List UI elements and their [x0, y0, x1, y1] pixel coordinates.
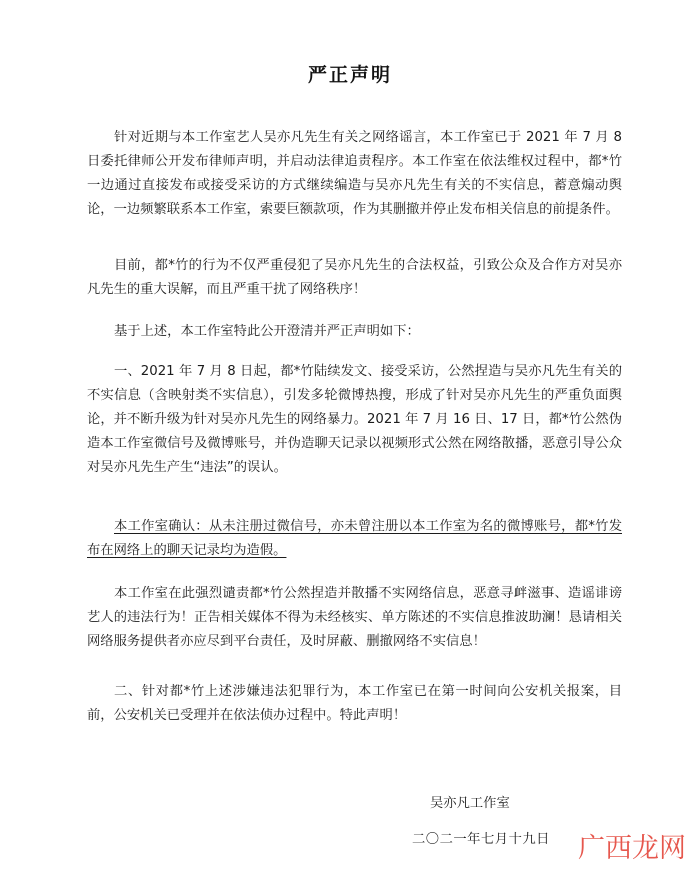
document-title: 严正声明 [307, 64, 392, 86]
paragraph-confirmation: 本工作室确认：从未注册过微信号，亦未曾注册以本工作室为名的微博账号，都*竹发布在网络上的聊天记录均为造假。 [87, 519, 622, 558]
signer-name: 吴亦凡工作室 [430, 796, 510, 811]
paragraph-background: 针对近期与本工作室艺人吴亦凡先生有关之网络谣言，本工作室已于 2021 年 7 月 8 日委托律师公开发布律师声明，并启动法律追责程序。本工作室在依法维权过程中，都*竹一边通过直接发布或接受采访的方式继续编造与吴亦凡先生有关的不实信息，蓄意煽动舆论，一边频繁联系本工作室，索要巨额款项，作为其删撤并停止发布相关信息的前提条件。 [87, 130, 622, 217]
paragraph-point-one: 一、2021 年 7 月 8 日起，都*竹陆续发文、接受采访，公然捏造与吴亦凡先生有关的不实信息（含映射类不实信息），引发多轮微博热搜，形成了针对吴亦凡先生的严重负面舆论，并不断升级为针对吴亦凡先生的网络暴力。2021 年 7 月 16 日、17 日，都*竹公然伪造本工作室微信号及微博账号，并伪造聊天记录以视频形式公然在网络散播，恶意引导公众对吴亦凡先生产生“违法”的误认。 [87, 364, 622, 475]
watermark-text: 广西龙网 [578, 833, 686, 864]
site-watermark [578, 826, 686, 865]
paragraph-condemnation: 本工作室在此强烈谴责都*竹公然捏造并散播不实网络信息，恶意寻衅滋事、造谣诽谤艺人的违法行为！正告相关媒体不得为未经核实、单方陈述的不实信息推波助澜！恳请相关网络服务提供者亦应尽到平台责任，及时屏蔽、删撤网络不实信息！ [87, 586, 622, 649]
signature-date: 二〇二一年七月十九日 [412, 832, 550, 847]
paragraph-point-two: 二、针对都*竹上述涉嫌违法犯罪行为，本工作室已在第一时间向公安机关报案，目前，公安机关已受理并在依法侦办过程中。特此声明！ [87, 684, 622, 723]
paragraph-intro: 基于上述，本工作室特此公开澄清并严正声明如下： [114, 324, 420, 339]
paragraph-current-situation: 目前，都*竹的行为不仅严重侵犯了吴亦凡先生的合法权益，引致公众及合作方对吴亦凡先生的重大误解，而且严重干扰了网络秩序！ [87, 258, 622, 297]
